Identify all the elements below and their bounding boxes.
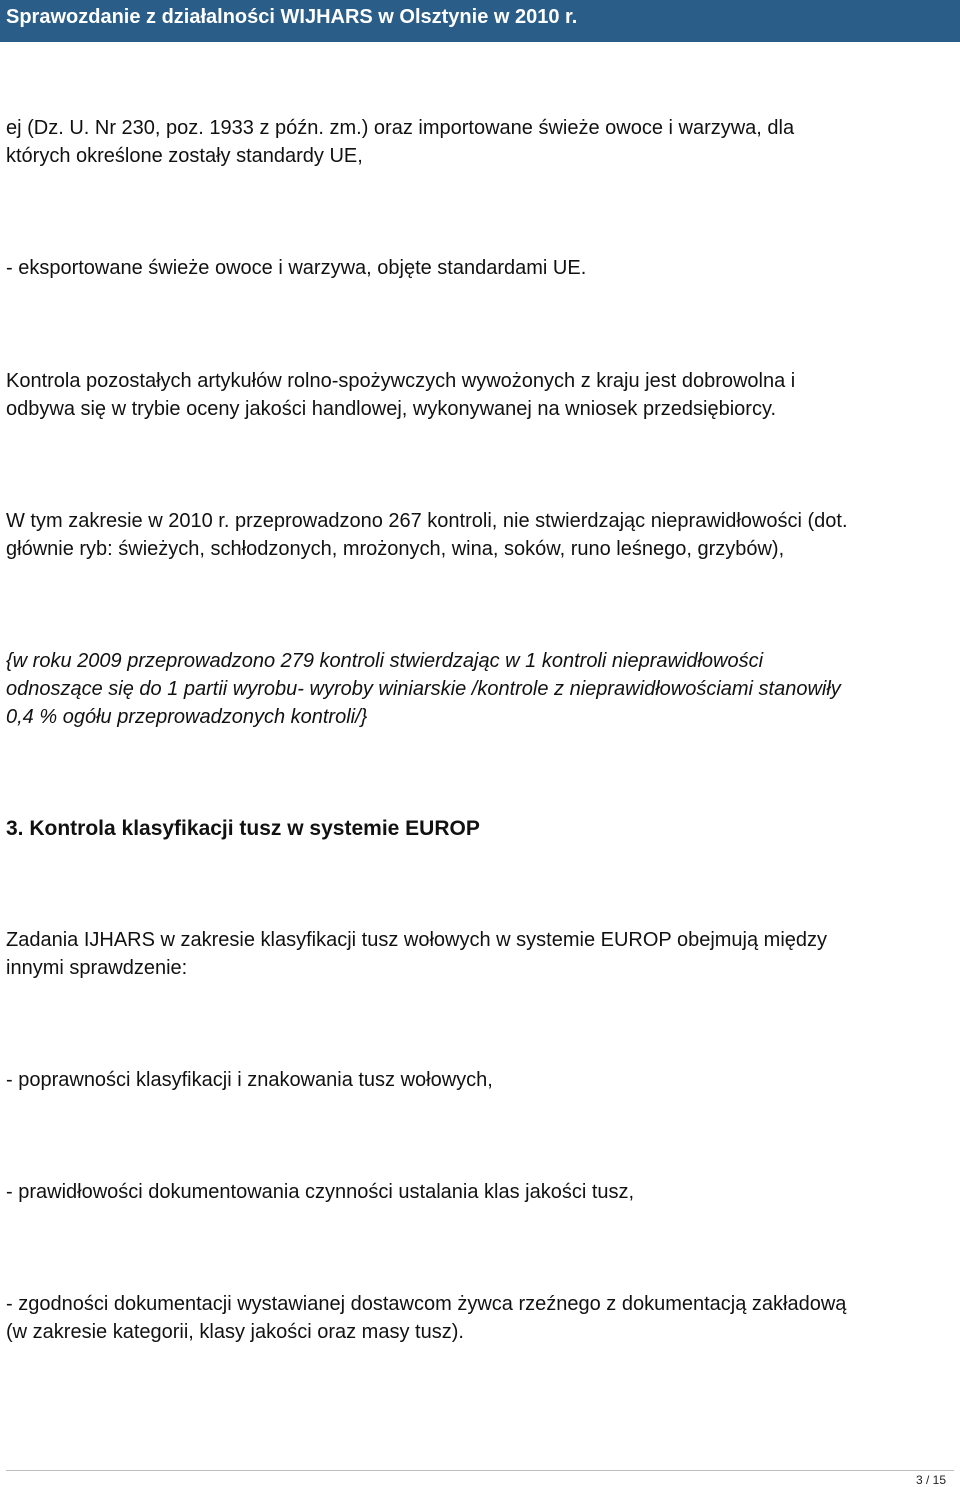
text-line: 0,4 % ogółu przeprowadzonych kontroli/} (6, 706, 368, 728)
text-line: Kontrola pozostałych artykułów rolno-spożywczych wywożonych z kraju jest dobrowolna i (6, 370, 796, 392)
text-line: - prawidłowości dokumentowania czynności ustalania klas jakości tusz, (6, 1181, 635, 1203)
footer-divider (6, 1470, 954, 1471)
paragraph-europ-tasks (6, 926, 956, 982)
text-line: (w zakresie kategorii, klasy jakości oraz masy tusz). (6, 1321, 464, 1343)
paragraph-export-standards (6, 254, 956, 282)
text-line: których określone zostały standardy UE, (6, 145, 363, 167)
text-line: - eksportowane świeże owoce i warzywa, objęte standardami UE. (6, 257, 587, 279)
text-line: ej (Dz. U. Nr 230, poz. 1933 z późn. zm.) oraz importowane świeże owoce i warzywa, dla (6, 117, 795, 139)
text-line: głównie ryb: świeżych, schłodzonych, mrożonych, wina, soków, runo leśnego, grzybów), (6, 538, 785, 560)
text-line: {w roku 2009 przeprowadzono 279 kontroli stwierdzając w 1 kontroli nieprawidłowości (6, 650, 764, 672)
list-item-documentation (6, 1178, 956, 1206)
text-line: W tym zakresie w 2010 r. przeprowadzono 267 kontroli, nie stwierdzając nieprawidłowości (dot. (6, 510, 848, 532)
text-line: innymi sprawdzenie: (6, 957, 188, 979)
paragraph-import-standards (6, 114, 956, 170)
text-line: - poprawności klasyfikacji i znakowania tusz wołowych, (6, 1069, 493, 1091)
text-line: odnoszące się do 1 partii wyrobu- wyroby winiarskie /kontrole z nieprawidłowościami stanowiły (6, 678, 841, 700)
paragraph-2009-comparison (6, 647, 956, 731)
page-number: 3 / 15 (915, 1473, 946, 1487)
document-header (0, 0, 960, 42)
list-item-compliance (6, 1290, 956, 1346)
text-line: - zgodności dokumentacji wystawianej dostawcom żywca rzeźnego z dokumentacją zakładową (6, 1293, 847, 1315)
list-item-classification (6, 1066, 956, 1094)
paragraph-2010-controls (6, 507, 956, 563)
section-heading: 3. Kontrola klasyfikacji tusz w systemie EUROP (6, 817, 480, 840)
text-line: odbywa się w trybie oceny jakości handlowej, wykonywanej na wniosek przedsiębiorcy. (6, 398, 777, 420)
paragraph-voluntary-control (6, 367, 956, 423)
text-line: Zadania IJHARS w zakresie klasyfikacji tusz wołowych w systemie EUROP obejmują między (6, 929, 828, 951)
document-title: Sprawozdanie z działalności WIJHARS w Olsztynie w 2010 r. (6, 6, 578, 28)
